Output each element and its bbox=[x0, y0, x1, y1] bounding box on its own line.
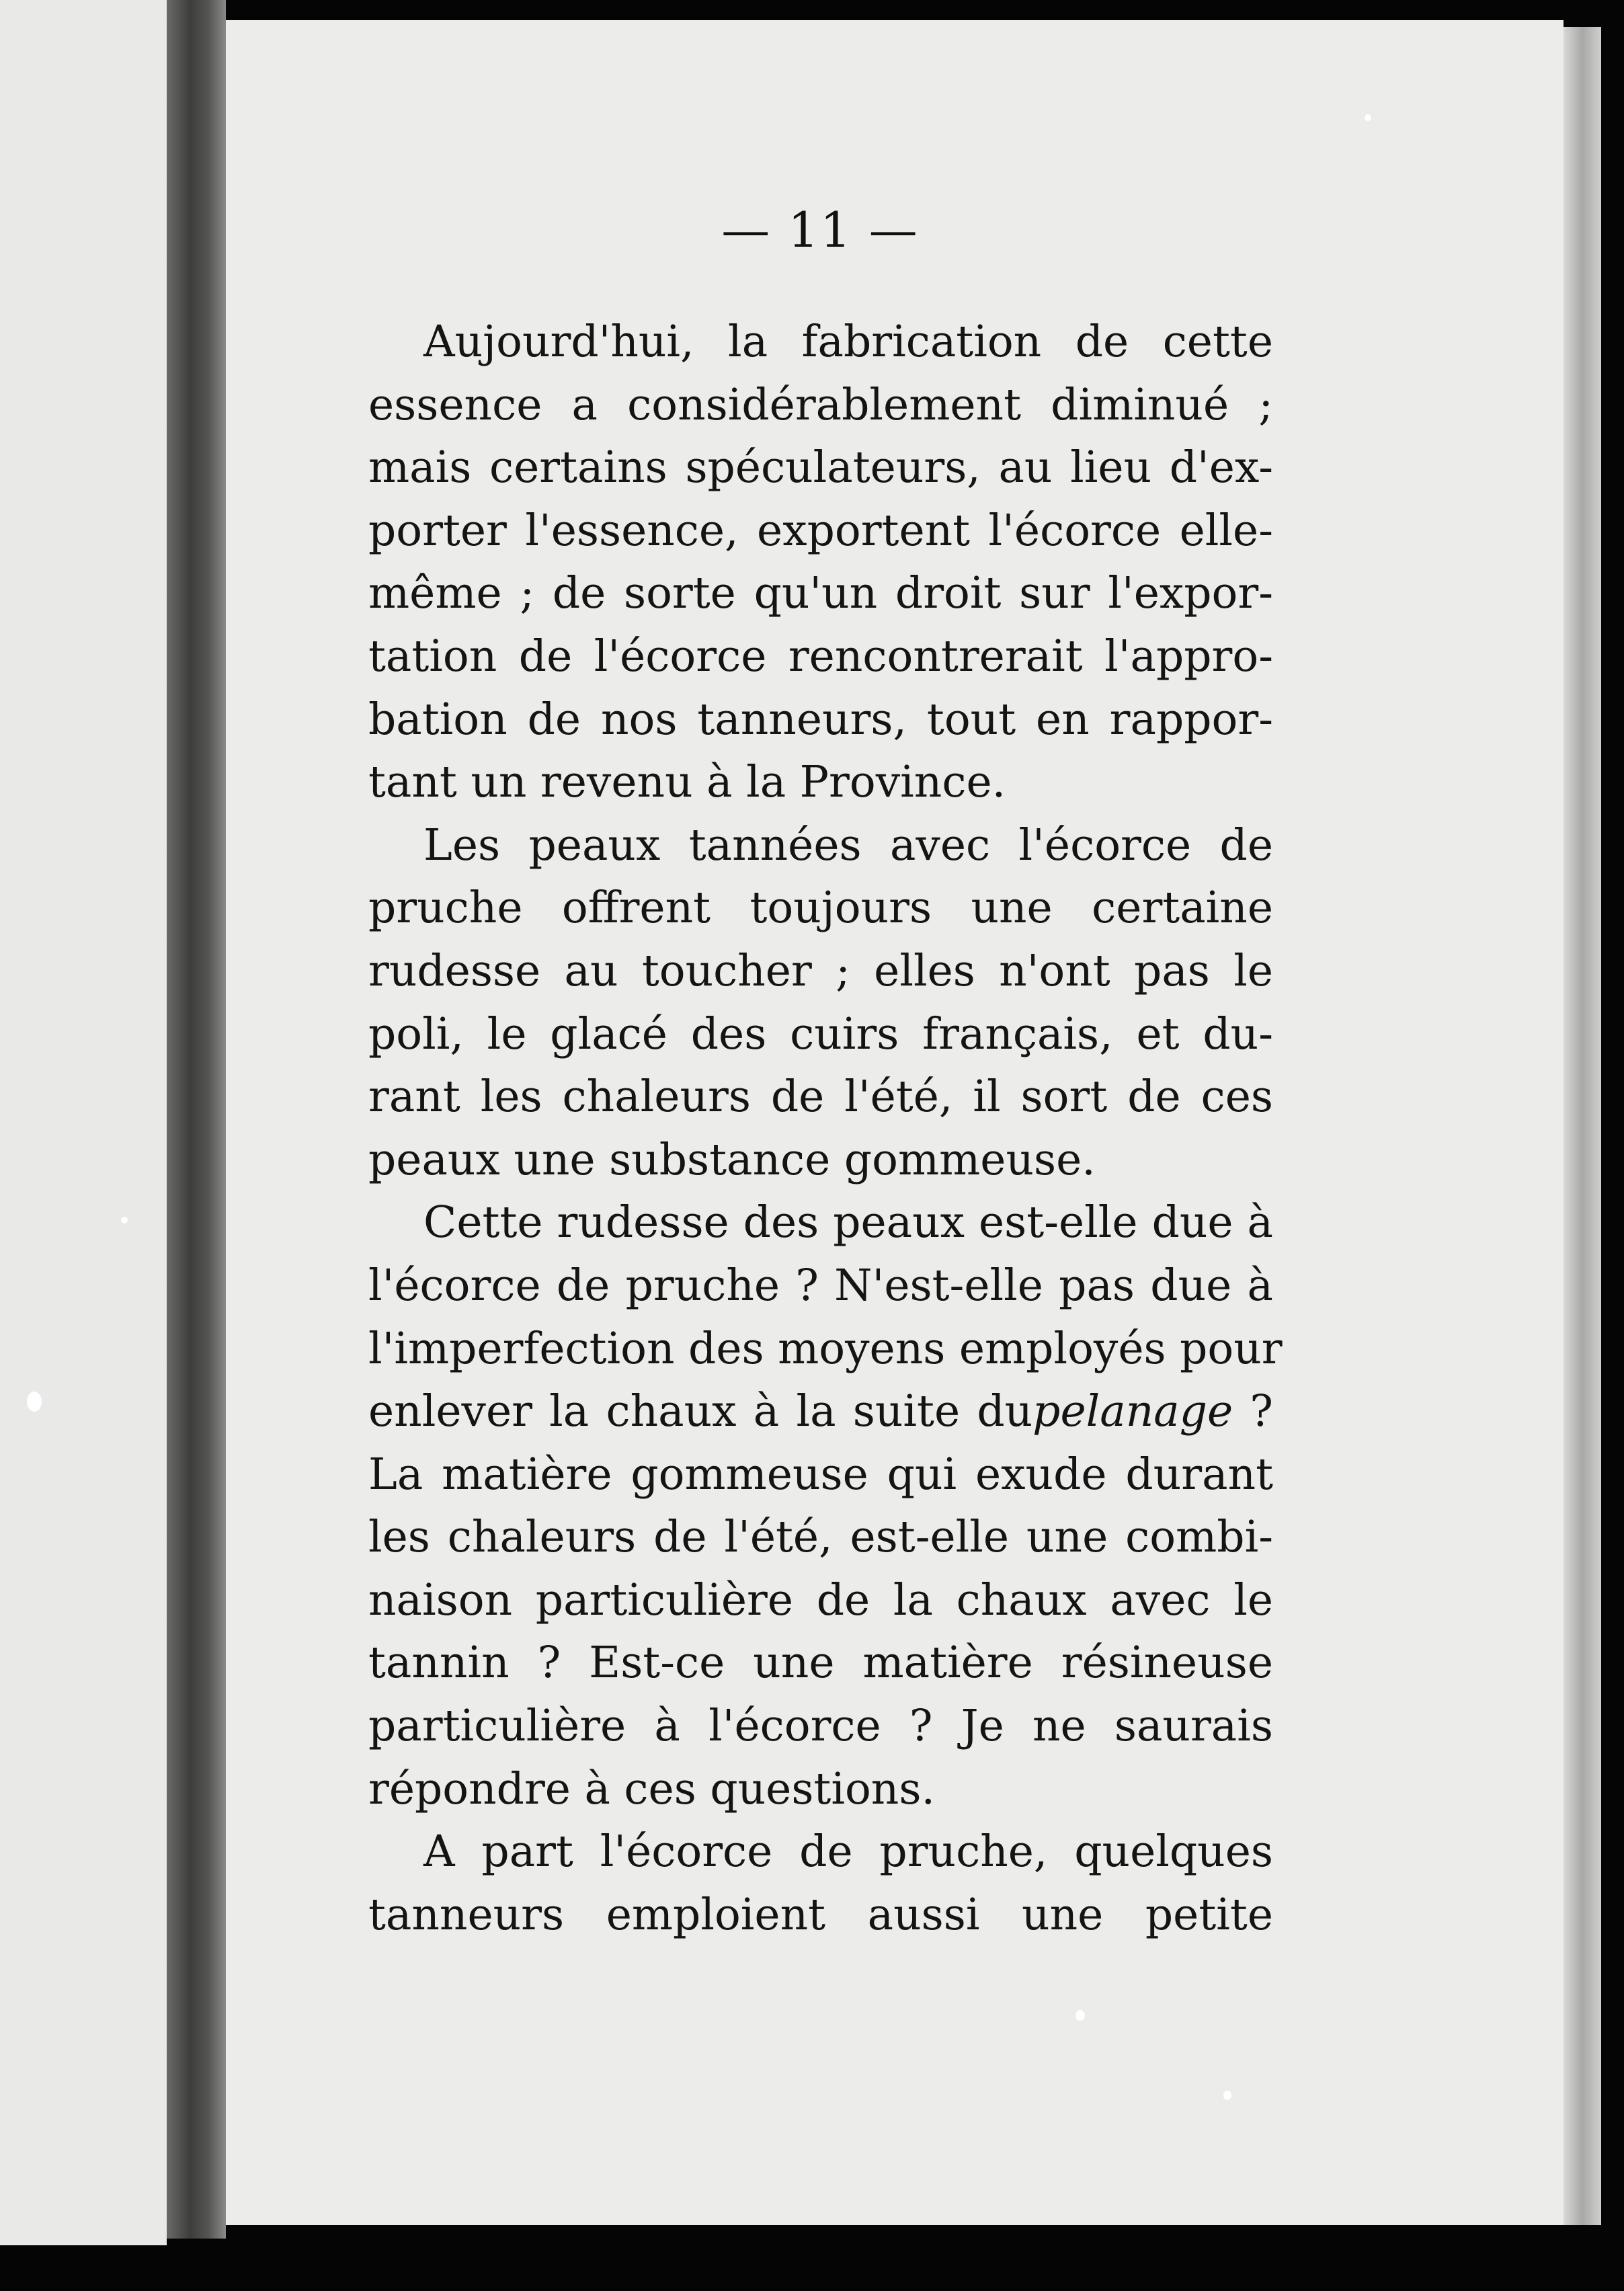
text-line: La matière gommeuse qui exude durant bbox=[368, 1449, 1273, 1500]
text-line: tannin ? Est-ce une matière résineuse bbox=[368, 1638, 1273, 1689]
text-line: répondre à ces questions. bbox=[368, 1763, 935, 1814]
text-line: même ; de sorte qu'un droit sur l'expor- bbox=[368, 568, 1273, 619]
text-line: poli, le glacé des cuirs français, et du- bbox=[368, 1008, 1273, 1059]
dust-speck bbox=[27, 1392, 42, 1412]
text-line: Cette rudesse des peaux est-elle due à bbox=[423, 1197, 1273, 1248]
text-line: mais certains spéculateurs, au lieu d'ex- bbox=[368, 442, 1273, 493]
text-line: pruche offrent toujours une certaine bbox=[368, 883, 1273, 934]
text-segment: enlever la chaux à la suite du bbox=[368, 1386, 1033, 1437]
text-line: bation de nos tanneurs, tout en rappor- bbox=[368, 694, 1273, 745]
text-line: Les peaux tannées avec l'écorce de bbox=[423, 819, 1273, 871]
text-line: rant les chaleurs de l'été, il sort de ces bbox=[368, 1072, 1273, 1123]
text-line-with-italic bbox=[368, 1380, 1273, 1443]
text-line: l'écorce de pruche ? N'est-elle pas due à bbox=[368, 1260, 1273, 1311]
text-line: rudesse au toucher ; elles n'ont pas le bbox=[368, 945, 1273, 996]
italic-term: pelanage bbox=[1032, 1386, 1233, 1437]
text-line: tation de l'écorce rencontrerait l'appro- bbox=[368, 631, 1273, 682]
page-edge bbox=[1564, 27, 1601, 2225]
page-number: — 11 — bbox=[721, 202, 919, 258]
dust-speck bbox=[1365, 114, 1371, 121]
text-line: essence a considérablement diminué ; bbox=[368, 379, 1273, 430]
body-text bbox=[368, 311, 1283, 1946]
dust-speck bbox=[1223, 2091, 1231, 2100]
book-gutter bbox=[167, 0, 226, 2239]
text-line: Aujourd'hui, la fabrication de cette bbox=[423, 317, 1273, 367]
text-line: tanneurs emploient aussi une petite bbox=[368, 1889, 1273, 1940]
text-line: les chaleurs de l'été, est-elle une combi- bbox=[368, 1512, 1273, 1563]
dust-speck bbox=[121, 1217, 128, 1223]
left-page bbox=[0, 0, 167, 2245]
text-line: l'imperfection des moyens employés pour bbox=[368, 1323, 1283, 1374]
text-line: naison particulière de la chaux avec le bbox=[368, 1574, 1273, 1625]
text-line: tant un revenu à la Province. bbox=[368, 757, 1006, 808]
dust-speck bbox=[1075, 2010, 1085, 2021]
text-line: A part l'écorce de pruche, quelques bbox=[423, 1826, 1273, 1878]
text-line: particulière à l'écorce ? Je ne saurais bbox=[368, 1701, 1273, 1752]
text-segment: ? bbox=[1233, 1386, 1273, 1437]
text-line: porter l'essence, exportent l'écorce elle- bbox=[368, 505, 1273, 556]
text-line: peaux une substance gommeuse. bbox=[368, 1134, 1096, 1185]
